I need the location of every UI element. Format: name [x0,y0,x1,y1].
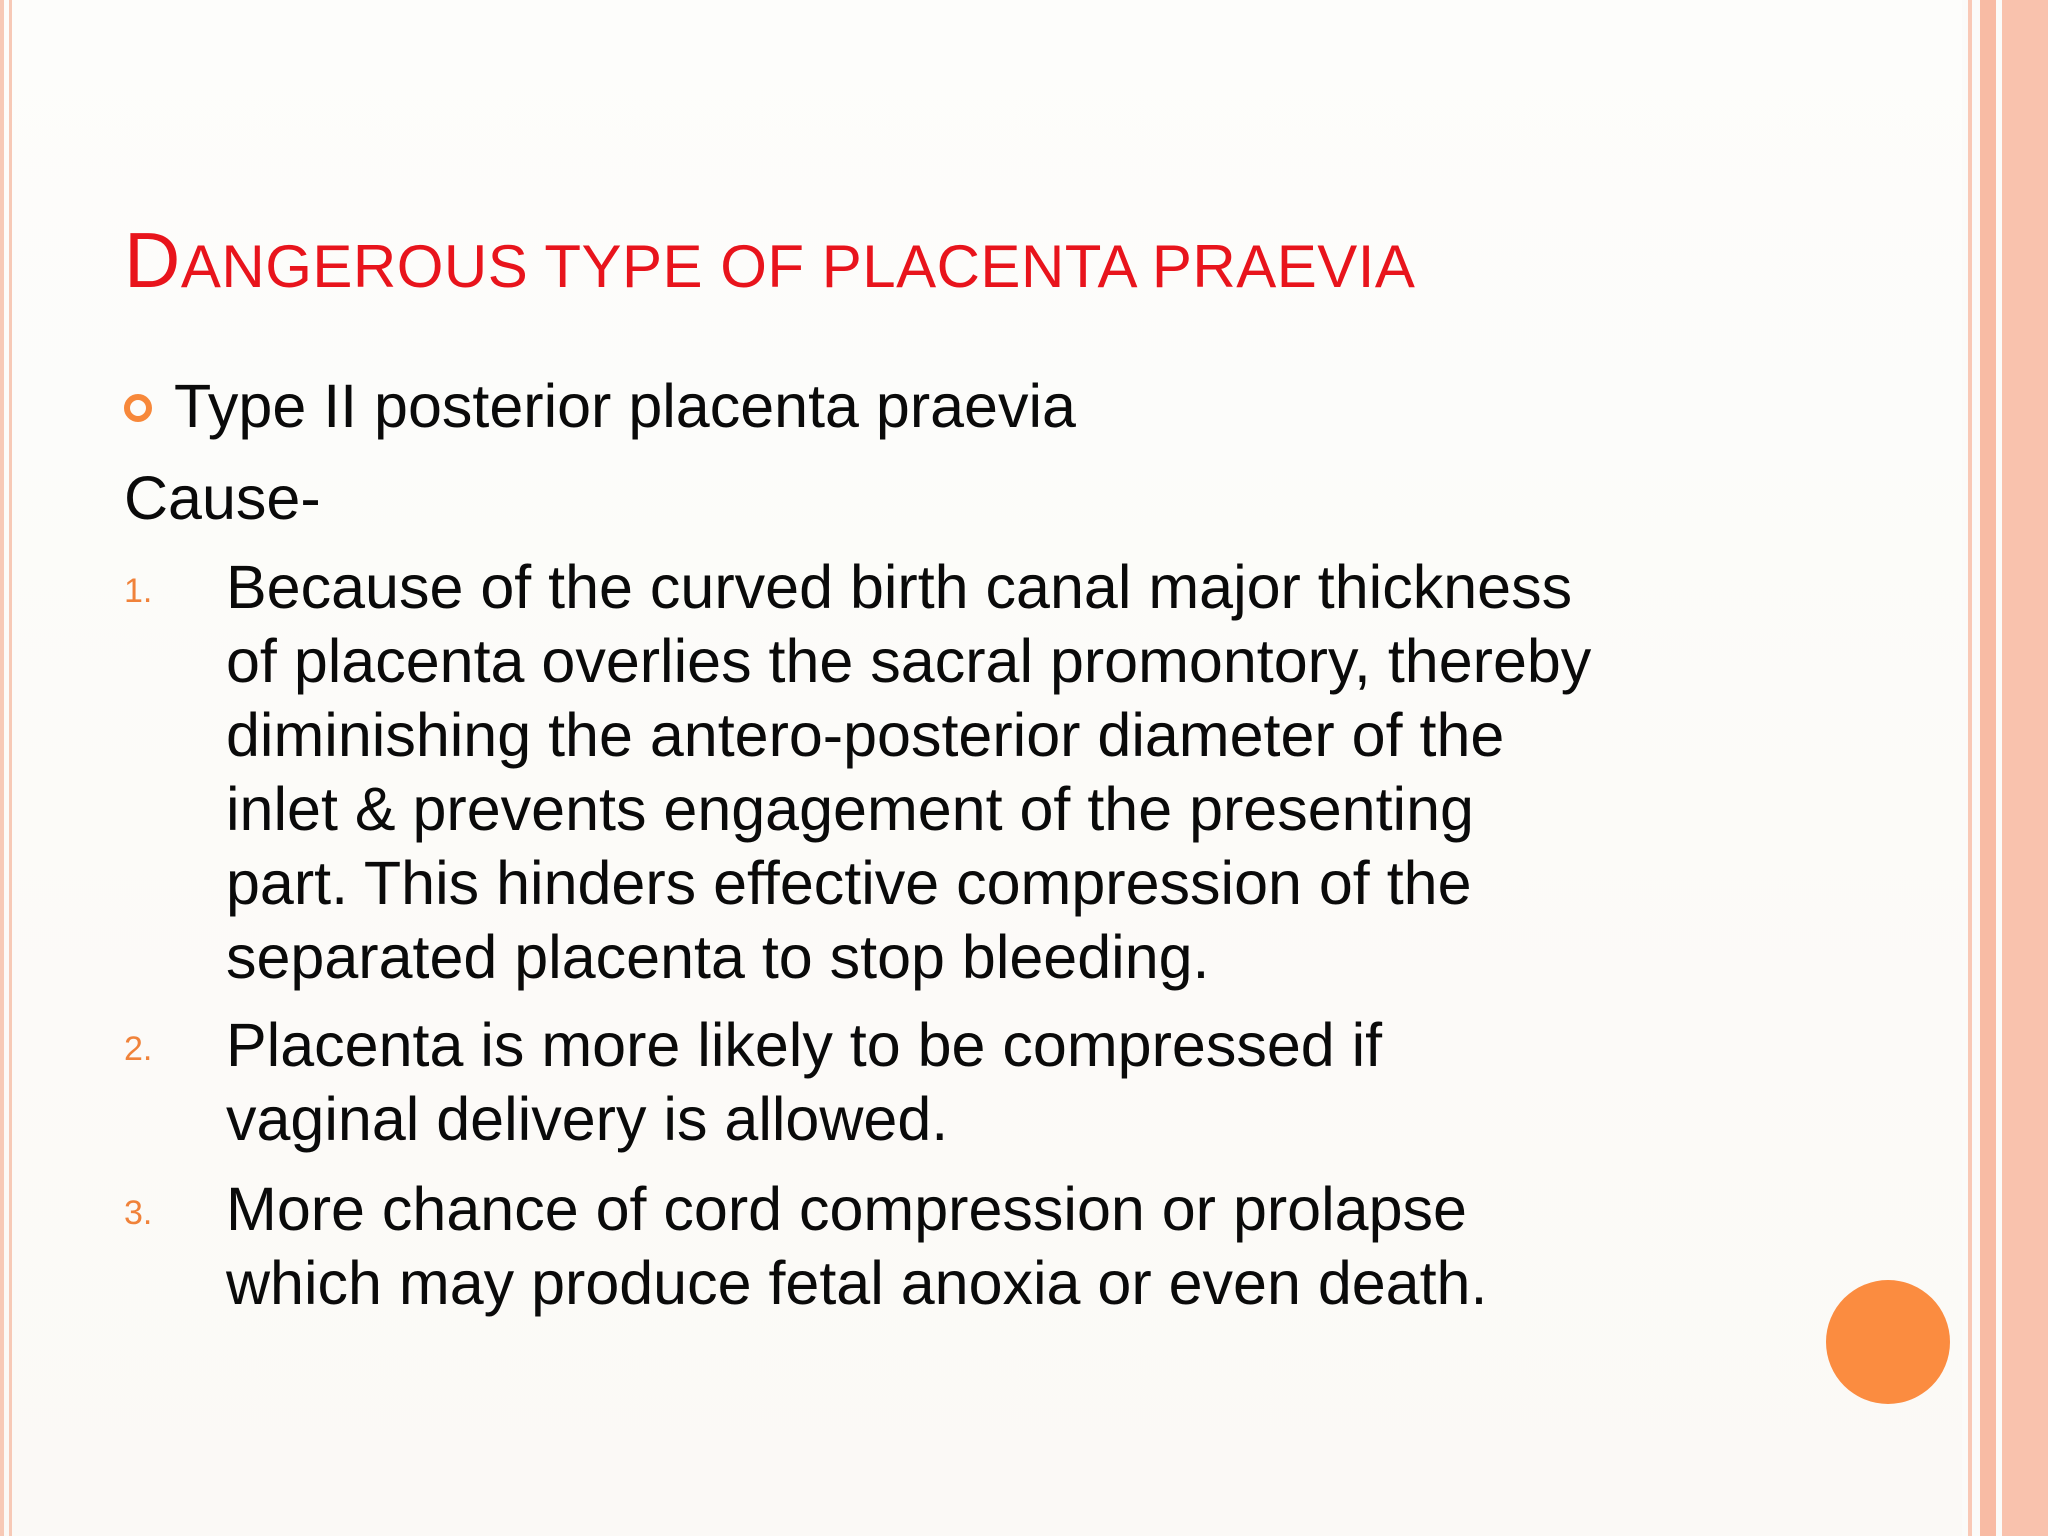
item-line: inlet & prevents engagement of the presenting [226,775,1474,843]
right-decorative-band [1962,0,2048,1536]
item-number: 1. [124,572,153,610]
cause-label: Cause- [124,464,321,532]
item-line: Because of the curved birth canal major thickness [226,553,1573,621]
ring-bullet-icon [124,394,152,422]
item-text [226,550,1926,994]
slide-title [124,214,1415,313]
bullet-text: Type II posterior placenta praevia [174,372,1076,440]
item-number: 3. [124,1194,153,1232]
title-rest: ANGEROUS TYPE OF PLACENTA PRAEVIA [180,233,1416,300]
item-line: of placenta overlies the sacral promontory, thereby [226,627,1592,695]
item-line: separated placenta to stop bleeding. [226,923,1210,991]
item-line: vaginal delivery is allowed. [226,1085,949,1153]
title-initial: D [124,216,181,304]
item-line: diminishing the antero-posterior diameter of the [226,701,1505,769]
item-text [226,1008,1926,1156]
item-line: More chance of cord compression or prolapse [226,1175,1467,1243]
item-line: part. This hinders effective compression of the [226,849,1472,917]
item-text [226,1172,1926,1320]
left-border-stripe [0,0,4,1536]
left-border-stripe-inner [9,0,12,1536]
item-number: 2. [124,1030,153,1068]
bullet-item [124,370,1076,442]
item-line: Placenta is more likely to be compressed if [226,1011,1383,1079]
item-line: which may produce fetal anoxia or even death. [226,1249,1488,1317]
